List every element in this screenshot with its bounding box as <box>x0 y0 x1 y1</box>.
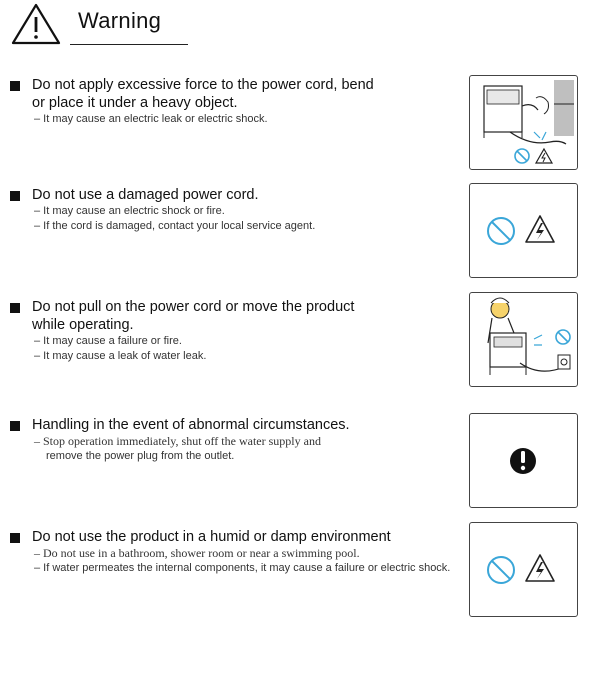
item-note: – If the cord is damaged, contact your local service agent. <box>34 219 316 232</box>
item-title: while operating. <box>32 317 134 333</box>
warning-item-damaged-cord <box>10 186 460 233</box>
item-note: remove the power plug from the outlet. <box>46 449 235 462</box>
item-title: Do not pull on the power cord or move the product <box>32 299 355 315</box>
item-title: Handling in the event of abnormal circumstances. <box>32 417 350 433</box>
icon-box-pull-cord <box>469 292 578 387</box>
warning-item-pull-cord <box>10 298 460 363</box>
item-title: Do not apply excessive force to the power cord, bend <box>32 77 374 93</box>
item-note: – Do not use in a bathroom, shower room or near a swimming pool. <box>34 546 360 560</box>
prohibit-icon <box>488 557 514 583</box>
mandatory-action-icon <box>510 448 536 474</box>
item-title: or place it under a heavy object. <box>32 95 238 111</box>
icon-box-abnormal <box>469 413 578 508</box>
warning-item-humid-environment <box>10 528 460 575</box>
bullet-square <box>10 303 20 313</box>
warning-triangle-icon <box>10 2 62 46</box>
item-note: – Stop operation immediately, shut off the water supply and <box>34 434 321 448</box>
page-title: Warning <box>78 8 162 33</box>
icon-box-damaged-cord <box>469 183 578 278</box>
warning-item-abnormal-circumstances <box>10 416 460 463</box>
header-underline <box>70 44 188 45</box>
bullet-square <box>10 533 20 543</box>
item-note: – It may cause an electric shock or fire. <box>34 205 225 217</box>
item-title: Do not use the product in a humid or damp environment <box>32 529 391 545</box>
item-note: – It may cause a failure or fire. <box>34 335 182 347</box>
electric-shock-icon <box>526 555 554 581</box>
item-note: – It may cause a leak of water leak. <box>34 349 207 362</box>
item-note: – If water permeates the internal components, it may cause a failure or electric shock. <box>34 561 451 574</box>
bullet-square <box>10 421 20 431</box>
prohibit-icon <box>488 218 514 244</box>
pulling-cord-illustration-icon <box>470 293 577 386</box>
bullet-square <box>10 81 20 91</box>
warning-item-power-cord-force <box>10 76 460 127</box>
icon-box-humid <box>469 522 578 617</box>
icon-box-crushed-cord <box>469 75 578 170</box>
item-note: – It may cause an electric leak or electric shock. <box>34 113 268 125</box>
crushed-cord-illustration-icon <box>470 76 577 169</box>
bullet-square <box>10 191 20 201</box>
item-title: Do not use a damaged power cord. <box>32 187 259 203</box>
electric-shock-icon <box>526 216 554 242</box>
